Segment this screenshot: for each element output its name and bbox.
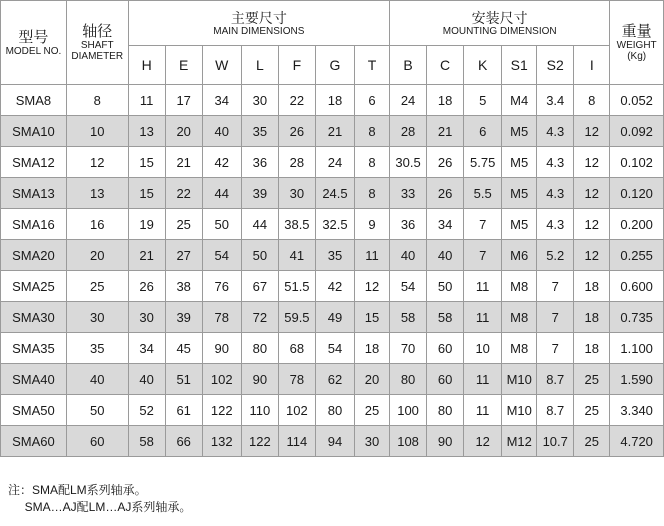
table-cell: 6: [355, 85, 390, 116]
table-cell: 12: [574, 178, 610, 209]
table-cell: 72: [241, 302, 278, 333]
table-cell: 8: [66, 85, 128, 116]
table-cell: 34: [202, 85, 241, 116]
table-cell: 4.3: [537, 178, 574, 209]
table-cell: 102: [278, 395, 315, 426]
table-cell: 8: [355, 116, 390, 147]
table-cell: 30.5: [390, 147, 427, 178]
table-cell: 52: [128, 395, 165, 426]
col-header-C: C: [427, 46, 464, 85]
col-header-F: F: [278, 46, 315, 85]
table-cell: 20: [66, 240, 128, 271]
table-cell: 40: [66, 364, 128, 395]
table-cell: 30: [355, 426, 390, 457]
table-cell: 80: [315, 395, 354, 426]
table-row: [1, 209, 664, 240]
col-header-B: B: [390, 46, 427, 85]
table-row: [1, 426, 664, 457]
table-cell: 38.5: [278, 209, 315, 240]
table-cell: 80: [390, 364, 427, 395]
model-cell: SMA25: [1, 271, 67, 302]
model-cell: SMA10: [1, 116, 67, 147]
table-cell: 50: [202, 209, 241, 240]
table-cell: 20: [355, 364, 390, 395]
model-cell: SMA60: [1, 426, 67, 457]
table-cell: 40: [128, 364, 165, 395]
table-cell: 24: [390, 85, 427, 116]
table-cell: 49: [315, 302, 354, 333]
table-cell: 41: [278, 240, 315, 271]
table-cell: 13: [66, 178, 128, 209]
table-cell: M5: [502, 209, 537, 240]
table-cell: 132: [202, 426, 241, 457]
table-cell: M12: [502, 426, 537, 457]
table-cell: 13: [128, 116, 165, 147]
weight-header-en1: WEIGHT: [616, 40, 657, 51]
table-cell: 10: [464, 333, 502, 364]
table-cell: 22: [278, 85, 315, 116]
table-cell: 36: [241, 147, 278, 178]
table-row: [1, 364, 664, 395]
table-cell: 35: [315, 240, 354, 271]
table-cell: 50: [66, 395, 128, 426]
table-cell: 5.5: [464, 178, 502, 209]
table-body: [1, 85, 664, 457]
table-cell: 0.600: [610, 271, 664, 302]
table-cell: 76: [202, 271, 241, 302]
model-cell: SMA30: [1, 302, 67, 333]
table-cell: 25: [574, 395, 610, 426]
table-cell: 0.092: [610, 116, 664, 147]
table-cell: 25: [574, 364, 610, 395]
table-cell: 42: [202, 147, 241, 178]
table-cell: 21: [315, 116, 354, 147]
table-cell: 12: [66, 147, 128, 178]
table-cell: 35: [66, 333, 128, 364]
table-cell: 21: [165, 147, 202, 178]
table-cell: 62: [315, 364, 354, 395]
shaft-header-zh: 轴径: [82, 23, 113, 40]
table-cell: 50: [427, 271, 464, 302]
footnotes: [8, 482, 191, 516]
model-cell: SMA13: [1, 178, 67, 209]
table-cell: 12: [464, 426, 502, 457]
main-dimensions-en: MAIN DIMENSIONS: [213, 25, 305, 37]
model-cell: SMA40: [1, 364, 67, 395]
table-cell: M5: [502, 178, 537, 209]
model-cell: SMA8: [1, 85, 67, 116]
table-cell: 50: [241, 240, 278, 271]
table-cell: 19: [128, 209, 165, 240]
table-cell: 0.102: [610, 147, 664, 178]
table-cell: 8: [355, 178, 390, 209]
table-cell: M6: [502, 240, 537, 271]
table-cell: M8: [502, 333, 537, 364]
table-cell: 20: [165, 116, 202, 147]
table-cell: 7: [537, 271, 574, 302]
model-header-en: MODEL NO.: [5, 45, 62, 57]
table-cell: 11: [464, 302, 502, 333]
table-cell: 1.590: [610, 364, 664, 395]
col-header-K: K: [464, 46, 502, 85]
shaft-header: [66, 1, 128, 85]
col-header-S2: S2: [537, 46, 574, 85]
table-cell: 24: [315, 147, 354, 178]
col-header-S1: S1: [502, 46, 537, 85]
table-cell: 8: [574, 85, 610, 116]
table-cell: 80: [241, 333, 278, 364]
table-cell: 42: [315, 271, 354, 302]
table-cell: 90: [427, 426, 464, 457]
col-header-E: E: [165, 46, 202, 85]
table-cell: 7: [537, 333, 574, 364]
table-cell: 25: [355, 395, 390, 426]
col-header-I: I: [574, 46, 610, 85]
table-cell: 44: [202, 178, 241, 209]
table-cell: 60: [66, 426, 128, 457]
table-cell: 80: [427, 395, 464, 426]
table-cell: 78: [278, 364, 315, 395]
table-cell: 18: [427, 85, 464, 116]
mounting-dimension-en: MOUNTING DIMENSION: [442, 25, 557, 37]
table-cell: 78: [202, 302, 241, 333]
table-cell: 67: [241, 271, 278, 302]
table-cell: 26: [278, 116, 315, 147]
table-cell: 70: [390, 333, 427, 364]
table-cell: 26: [128, 271, 165, 302]
table-cell: 24.5: [315, 178, 354, 209]
mounting-dimension-header: [390, 1, 610, 46]
table-cell: M8: [502, 302, 537, 333]
table-cell: 54: [390, 271, 427, 302]
table-cell: 51.5: [278, 271, 315, 302]
table-cell: 30: [128, 302, 165, 333]
table-cell: 4.3: [537, 209, 574, 240]
table-cell: 18: [574, 271, 610, 302]
table-cell: 9: [355, 209, 390, 240]
table-cell: M5: [502, 147, 537, 178]
table-cell: 18: [574, 333, 610, 364]
table-cell: 18: [315, 85, 354, 116]
table-cell: 26: [427, 147, 464, 178]
model-cell: SMA16: [1, 209, 67, 240]
table-cell: 4.720: [610, 426, 664, 457]
table-cell: 11: [464, 271, 502, 302]
table-cell: 15: [128, 147, 165, 178]
table-row: [1, 116, 664, 147]
table-row: [1, 395, 664, 426]
table-row: [1, 271, 664, 302]
table-cell: 35: [241, 116, 278, 147]
table-cell: 39: [165, 302, 202, 333]
table-row: [1, 240, 664, 271]
table-cell: 27: [165, 240, 202, 271]
table-cell: 30: [241, 85, 278, 116]
table-cell: M4: [502, 85, 537, 116]
table-cell: 11: [128, 85, 165, 116]
table-cell: 11: [464, 395, 502, 426]
table-cell: 3.340: [610, 395, 664, 426]
model-header: [1, 1, 67, 85]
table-cell: 110: [241, 395, 278, 426]
col-header-H: H: [128, 46, 165, 85]
table-cell: 61: [165, 395, 202, 426]
table-cell: 7: [464, 240, 502, 271]
table-cell: 90: [241, 364, 278, 395]
table-cell: 12: [574, 147, 610, 178]
table-cell: 90: [202, 333, 241, 364]
table-cell: 66: [165, 426, 202, 457]
table-cell: 54: [202, 240, 241, 271]
footnote-line-2: SMA…AJ配LM…AJ系列轴承。: [8, 500, 192, 514]
table-cell: 34: [427, 209, 464, 240]
table-cell: 15: [355, 302, 390, 333]
table-row: [1, 333, 664, 364]
model-cell: SMA50: [1, 395, 67, 426]
table-cell: 21: [128, 240, 165, 271]
table-cell: 0.255: [610, 240, 664, 271]
table-row: [1, 302, 664, 333]
table-row: [1, 178, 664, 209]
table-cell: 30: [278, 178, 315, 209]
table-cell: 0.120: [610, 178, 664, 209]
table-cell: 60: [427, 333, 464, 364]
main-dimensions-header: [128, 1, 389, 46]
table-cell: 12: [574, 116, 610, 147]
table-cell: 30: [66, 302, 128, 333]
table-cell: 3.4: [537, 85, 574, 116]
table-cell: 21: [427, 116, 464, 147]
table-cell: 10.7: [537, 426, 574, 457]
table-cell: 0.735: [610, 302, 664, 333]
table-cell: 58: [390, 302, 427, 333]
table-cell: 11: [464, 364, 502, 395]
table-cell: 11: [355, 240, 390, 271]
weight-header: [610, 1, 664, 85]
main-dimensions-zh: 主要尺寸: [230, 9, 287, 26]
col-header-G: G: [315, 46, 354, 85]
table-cell: 25: [165, 209, 202, 240]
table-row: [1, 147, 664, 178]
table-cell: 108: [390, 426, 427, 457]
table-cell: 34: [128, 333, 165, 364]
table-cell: 5: [464, 85, 502, 116]
table-cell: 94: [315, 426, 354, 457]
table-cell: 60: [427, 364, 464, 395]
table-cell: 8.7: [537, 395, 574, 426]
table-cell: 122: [241, 426, 278, 457]
table-cell: 26: [427, 178, 464, 209]
table-cell: 40: [427, 240, 464, 271]
table-cell: 28: [278, 147, 315, 178]
table-cell: 18: [355, 333, 390, 364]
table-cell: 5.75: [464, 147, 502, 178]
table-cell: 114: [278, 426, 315, 457]
shaft-header-en2: DIAMETER: [71, 51, 124, 62]
table-cell: 59.5: [278, 302, 315, 333]
table-cell: 40: [202, 116, 241, 147]
shaft-header-en1: SHAFT: [80, 40, 114, 51]
table-cell: 8.7: [537, 364, 574, 395]
model-cell: SMA12: [1, 147, 67, 178]
model-cell: SMA20: [1, 240, 67, 271]
table-cell: 58: [128, 426, 165, 457]
table-cell: 6: [464, 116, 502, 147]
table-cell: 22: [165, 178, 202, 209]
table-cell: 4.3: [537, 147, 574, 178]
table-cell: 7: [464, 209, 502, 240]
table-cell: 33: [390, 178, 427, 209]
table-cell: M5: [502, 116, 537, 147]
table-cell: 25: [574, 426, 610, 457]
weight-header-zh: 重量: [621, 23, 652, 40]
table-cell: 18: [574, 302, 610, 333]
table-cell: 54: [315, 333, 354, 364]
table-cell: 38: [165, 271, 202, 302]
col-header-W: W: [202, 46, 241, 85]
table-cell: 7: [537, 302, 574, 333]
table-cell: 15: [128, 178, 165, 209]
table-cell: 16: [66, 209, 128, 240]
col-header-L: L: [241, 46, 278, 85]
table-cell: 25: [66, 271, 128, 302]
table-cell: 4.3: [537, 116, 574, 147]
footnote-line-1: 注：SMA配LM系列轴承。: [8, 483, 147, 497]
model-cell: SMA35: [1, 333, 67, 364]
table-cell: 0.200: [610, 209, 664, 240]
col-header-T: T: [355, 46, 390, 85]
table-cell: 39: [241, 178, 278, 209]
table-cell: 100: [390, 395, 427, 426]
table-cell: 102: [202, 364, 241, 395]
table-cell: 5.2: [537, 240, 574, 271]
table-cell: 8: [355, 147, 390, 178]
table-cell: 12: [574, 209, 610, 240]
table-cell: 44: [241, 209, 278, 240]
table-cell: 36: [390, 209, 427, 240]
table-cell: 12: [355, 271, 390, 302]
table-cell: 1.100: [610, 333, 664, 364]
table-cell: 28: [390, 116, 427, 147]
table-cell: M10: [502, 395, 537, 426]
mounting-dimension-zh: 安装尺寸: [471, 9, 528, 26]
table-cell: 68: [278, 333, 315, 364]
table-cell: 45: [165, 333, 202, 364]
table-cell: 122: [202, 395, 241, 426]
table-cell: 17: [165, 85, 202, 116]
table-cell: M8: [502, 271, 537, 302]
model-header-zh: 型号: [18, 28, 49, 46]
table-cell: 40: [390, 240, 427, 271]
table-cell: 12: [574, 240, 610, 271]
table-cell: M10: [502, 364, 537, 395]
table-cell: 58: [427, 302, 464, 333]
table-row: [1, 85, 664, 116]
table-cell: 0.052: [610, 85, 664, 116]
table-cell: 10: [66, 116, 128, 147]
table-cell: 51: [165, 364, 202, 395]
table-cell: 32.5: [315, 209, 354, 240]
weight-header-en2: (Kg): [627, 51, 647, 62]
